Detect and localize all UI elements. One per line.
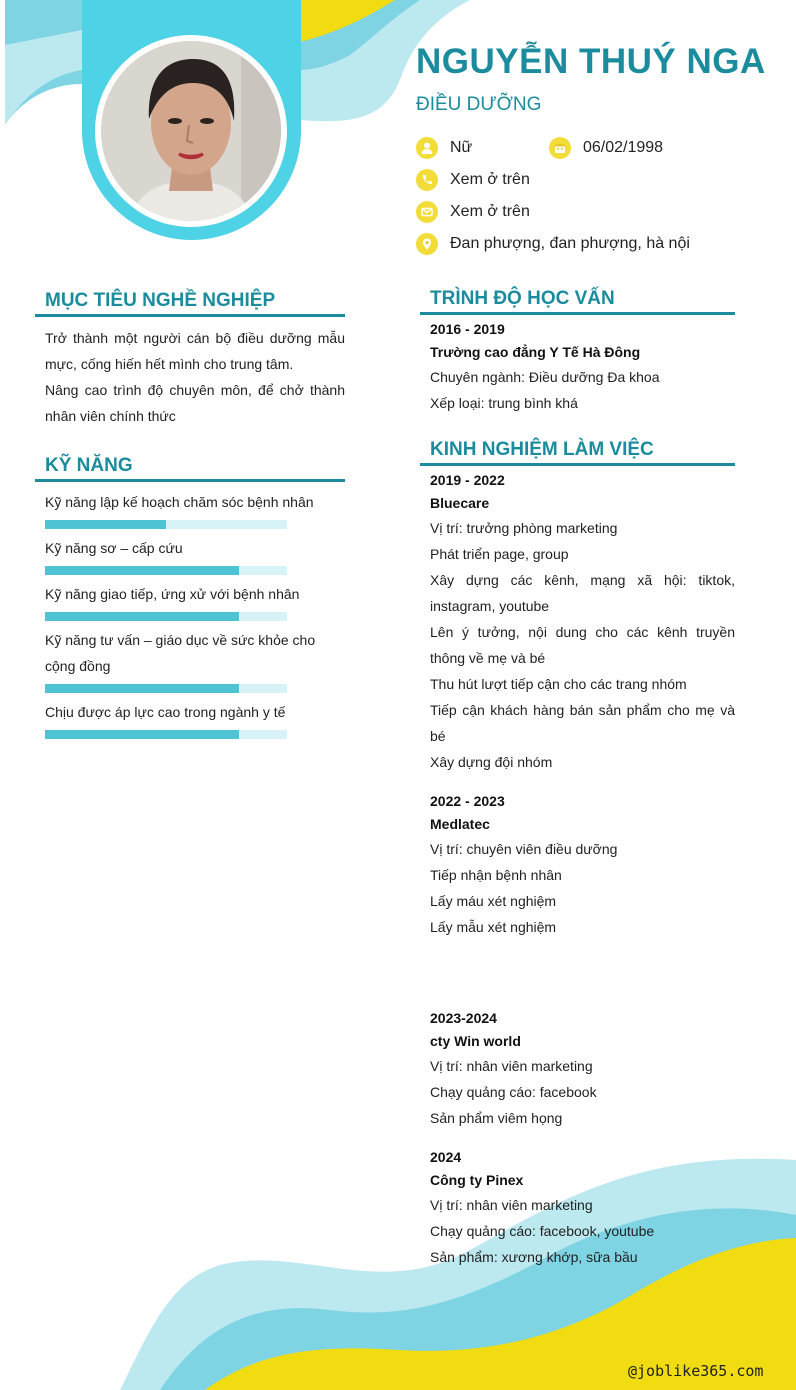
email-row xyxy=(416,201,530,223)
skill-item xyxy=(45,627,325,693)
entry-line: Lên ý tưởng, nội dung cho các kênh truyền thông về mẹ và bé xyxy=(430,624,735,666)
skill-bar-fill xyxy=(45,730,239,739)
skill-label: Chịu được áp lực cao trong ngành y tế xyxy=(45,704,286,720)
address-row xyxy=(416,233,690,255)
entry-date: 2024 xyxy=(430,1149,462,1165)
skill-bar xyxy=(45,612,287,621)
phone-value: Xem ở trên xyxy=(450,171,530,188)
entry-line: Phát triển page, group xyxy=(430,546,569,562)
entry-org: Trường cao đẳng Y Tế Hà Đông xyxy=(430,344,641,360)
skill-bar-fill xyxy=(45,612,239,621)
entry-date: 2016 - 2019 xyxy=(430,321,505,337)
entry-line: Chạy quảng cáo: facebook, youtube xyxy=(430,1223,655,1239)
entry-date: 2023-2024 xyxy=(430,1010,497,1026)
entry-line: Xây dựng đội nhóm xyxy=(430,754,553,770)
skill-bar xyxy=(45,684,287,693)
skills-heading: KỸ NĂNG xyxy=(35,455,345,482)
candidate-name: NGUYỄN THUÝ NGA xyxy=(416,42,766,81)
objective-line: Nâng cao trình độ chuyên môn, để chở thành nhân viên chính thức xyxy=(45,382,345,424)
entry-org: cty Win world xyxy=(430,1033,521,1049)
user-icon xyxy=(416,137,438,159)
entry-line: Thu hút lượt tiếp cận cho các trang nhóm xyxy=(430,676,687,692)
entry-line: Xây dựng các kênh, mạng xã hội: tiktok, instagram, youtube xyxy=(430,572,735,614)
calendar-icon xyxy=(549,137,571,159)
skill-item xyxy=(45,489,325,529)
phone-icon xyxy=(416,169,438,191)
gender-value: Nữ xyxy=(450,139,473,156)
birthdate-value: 06/02/1998 xyxy=(583,139,664,156)
experience-heading: KINH NGHIỆM LÀM VIỆC xyxy=(420,439,735,466)
gender-row xyxy=(416,137,472,159)
entry-line: Vị trí: nhân viên marketing xyxy=(430,1197,593,1213)
entry-org: Bluecare xyxy=(430,495,490,511)
birthdate-row xyxy=(549,137,663,159)
experience-entry xyxy=(430,1007,735,1131)
skill-bar-fill xyxy=(45,684,239,693)
entry-line: Lấy mẫu xét nghiệm xyxy=(430,919,557,935)
skill-label: Kỹ năng tư vấn – giáo dục về sức khỏe cho cộng đồng xyxy=(45,632,316,674)
skill-item xyxy=(45,581,325,621)
profile-photo xyxy=(101,41,281,221)
entry-line: Tiếp cận khách hàng bán sản phẩm cho mẹ và bé xyxy=(430,702,735,744)
entry-org: Medlatec xyxy=(430,816,490,832)
entry-line: Sản phẩm: xương khớp, sữa bầu xyxy=(430,1249,638,1265)
email-value: Xem ở trên xyxy=(450,203,530,220)
address-value: Đan phượng, đan phượng, hà nội xyxy=(450,235,690,252)
mail-icon xyxy=(416,201,438,223)
entry-org: Công ty Pinex xyxy=(430,1172,524,1188)
entry-line: Chạy quảng cáo: facebook xyxy=(430,1084,597,1100)
skill-label: Kỹ năng lập kế hoạch chăm sóc bệnh nhân xyxy=(45,494,314,510)
skill-item xyxy=(45,535,325,575)
skill-label: Kỹ năng giao tiếp, ứng xử với bệnh nhân xyxy=(45,586,300,602)
entry-line: Xếp loại: trung bình khá xyxy=(430,395,578,411)
skill-bar-fill xyxy=(45,520,166,529)
entry-line: Sản phẩm viêm họng xyxy=(430,1110,563,1126)
watermark-text: @joblike365.com xyxy=(628,1362,764,1380)
job-title: ĐIỀU DƯỠNG xyxy=(416,94,542,115)
location-pin-icon xyxy=(416,233,438,255)
skill-bar-fill xyxy=(45,566,239,575)
experience-entry xyxy=(430,1146,735,1270)
experience-entry xyxy=(430,469,735,775)
objective-heading: MỤC TIÊU NGHỀ NGHIỆP xyxy=(35,290,345,317)
entry-line: Lấy máu xét nghiệm xyxy=(430,893,557,909)
phone-row xyxy=(416,169,530,191)
entry-line: Tiếp nhận bệnh nhân xyxy=(430,867,562,883)
skill-label: Kỹ năng sơ – cấp cứu xyxy=(45,540,183,556)
entry-line: Vị trí: chuyên viên điều dưỡng xyxy=(430,841,618,857)
education-heading: TRÌNH ĐỘ HỌC VẤN xyxy=(420,288,735,315)
skill-bar xyxy=(45,730,287,739)
education-entry xyxy=(430,318,735,416)
objective-line: Trở thành một người cán bộ điều dưỡng mẫu mực, cống hiến hết mình cho trung tâm. xyxy=(45,330,345,372)
skill-bar xyxy=(45,520,287,529)
skill-item xyxy=(45,699,325,739)
entry-line: Vị trí: trưởng phòng marketing xyxy=(430,520,618,536)
entry-line: Vị trí: nhân viên marketing xyxy=(430,1058,593,1074)
entry-line: Chuyên ngành: Điều dưỡng Đa khoa xyxy=(430,369,660,385)
experience-entry xyxy=(430,790,735,940)
entry-date: 2022 - 2023 xyxy=(430,793,505,809)
entry-date: 2019 - 2022 xyxy=(430,472,505,488)
skill-bar xyxy=(45,566,287,575)
objective-text xyxy=(45,325,345,429)
